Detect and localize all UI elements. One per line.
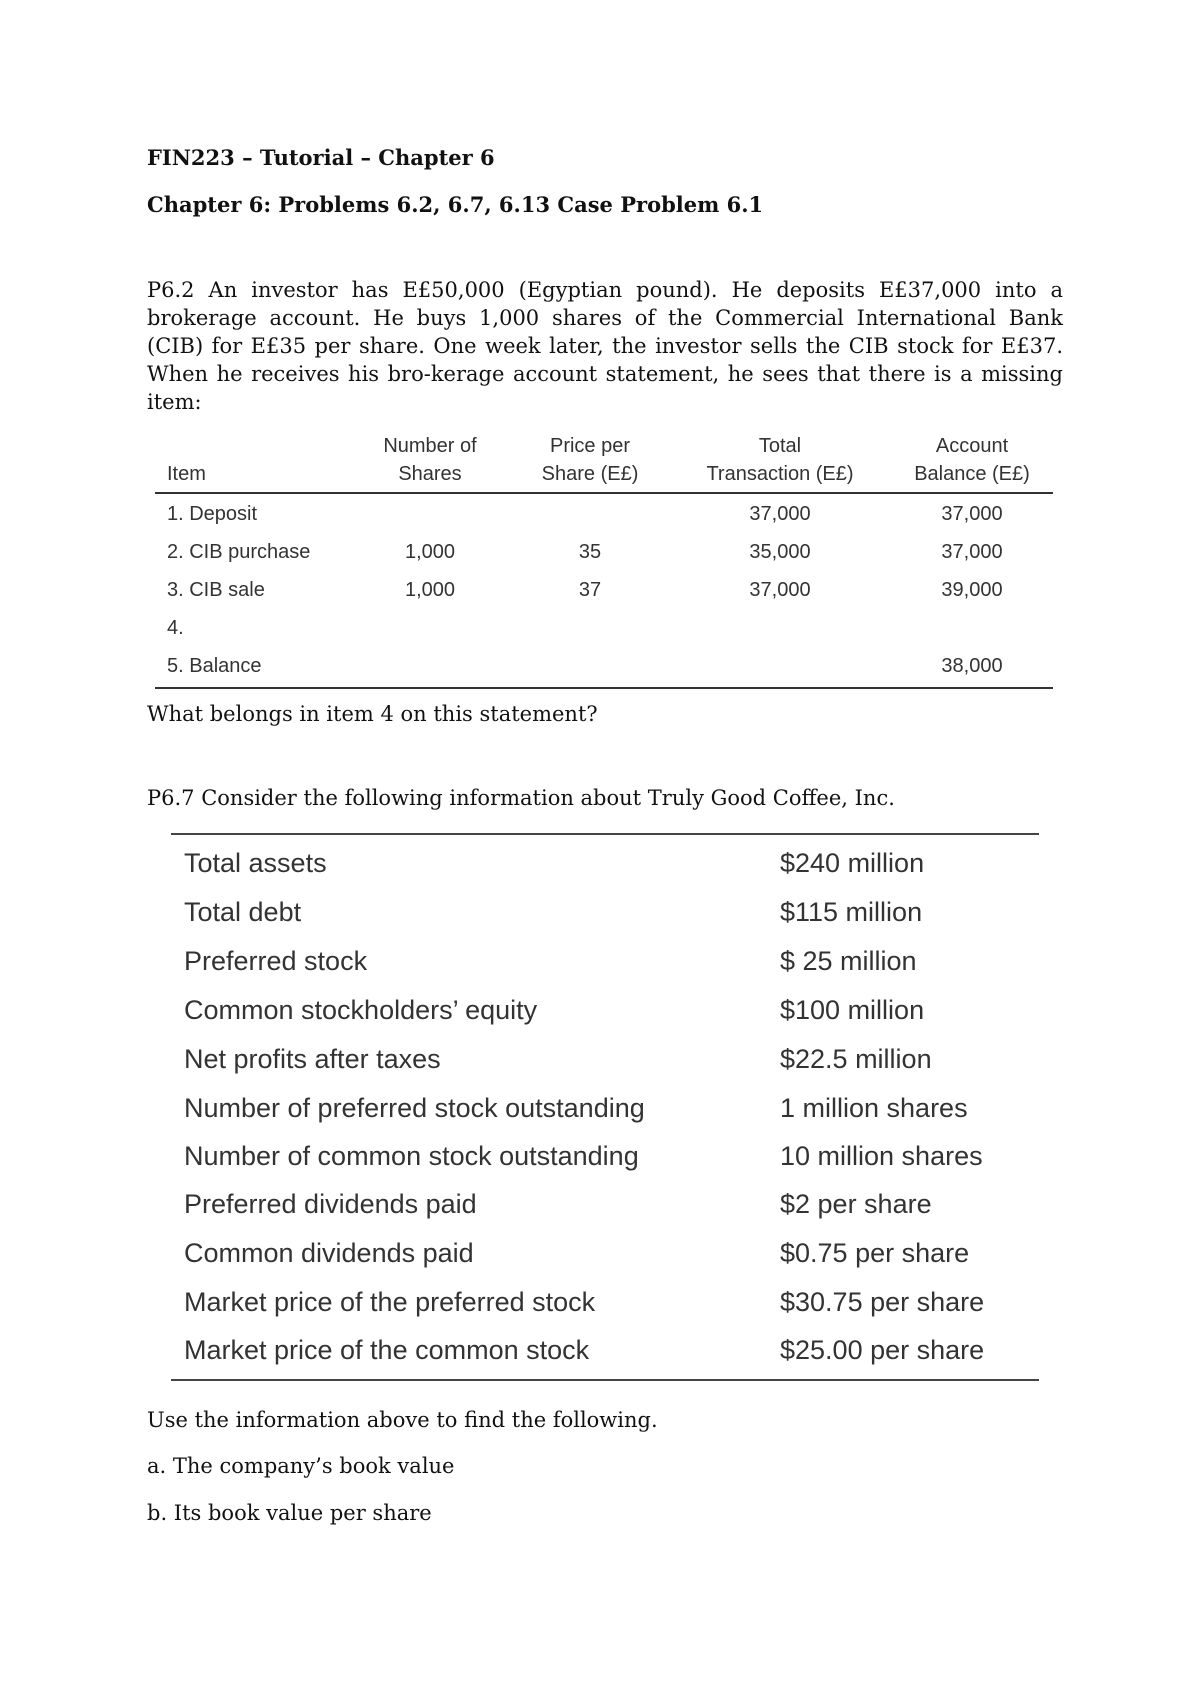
row-label: Total assets xyxy=(184,848,327,878)
table-row xyxy=(155,495,1053,533)
table-row xyxy=(171,986,1039,1035)
row-value: 10 million shares xyxy=(780,1141,983,1171)
row-label: Net profits after taxes xyxy=(184,1044,441,1074)
cell-balance: 37,000 xyxy=(941,541,1003,563)
table-top-rule xyxy=(171,833,1039,835)
page-subtitle: Chapter 6: Problems 6.2, 6.7, 6.13 Case Problem 6.1 xyxy=(147,192,764,217)
row-label: Market price of the preferred stock xyxy=(184,1287,596,1317)
table-row xyxy=(155,647,1053,685)
row-label: Preferred dividends paid xyxy=(184,1189,477,1219)
table-row xyxy=(171,1180,1039,1229)
header-balance-line1: Account xyxy=(935,435,1009,457)
row-value: $115 million xyxy=(780,897,923,927)
cell-item: 1. Deposit xyxy=(167,503,258,525)
row-value: $2 per share xyxy=(780,1189,932,1219)
row-label: Number of preferred stock outstanding xyxy=(184,1093,645,1123)
table-row xyxy=(171,1035,1039,1084)
cell-total: 37,000 xyxy=(749,579,811,601)
row-value: 1 million shares xyxy=(780,1093,968,1123)
table-row xyxy=(171,1132,1039,1181)
table-row xyxy=(171,1326,1039,1375)
row-label: Market price of the common stock xyxy=(184,1335,590,1365)
table-bottom-rule xyxy=(155,687,1053,689)
page-title: FIN223 – Tutorial – Chapter 6 xyxy=(147,145,495,170)
question-b: b. Its book value per share xyxy=(147,1501,432,1525)
table-row xyxy=(155,571,1053,609)
cell-item: 5. Balance xyxy=(167,655,262,677)
header-price-line2: Share (E£) xyxy=(541,463,639,485)
table-header xyxy=(155,428,1053,494)
table-row xyxy=(171,937,1039,986)
cell-shares: 1,000 xyxy=(404,579,456,601)
table-bottom-rule xyxy=(171,1379,1039,1381)
row-value: $240 million xyxy=(780,848,925,878)
cell-item: 3. CIB sale xyxy=(167,579,265,601)
header-total-line2: Transaction (E£) xyxy=(706,463,854,485)
table-row xyxy=(155,533,1053,571)
table-row xyxy=(171,1278,1039,1327)
row-label: Preferred stock xyxy=(184,946,368,976)
header-price-line1: Price per xyxy=(549,435,631,457)
cell-total: 35,000 xyxy=(749,541,811,563)
problem-6-2-text: P6.2 An investor has E£50,000 (Egyptian pound). He deposits E£37,000 into a brokerage account. He buys 1,000 shares of the Commercial International Bank (CIB) for E£35 per share. One week later, the investor sells the CIB stock for E£37. When he receives his bro-kerage account statement, he sees that there is a missing item: xyxy=(147,278,1063,414)
header-shares-line1: Number of xyxy=(383,435,477,457)
cell-balance: 38,000 xyxy=(941,655,1003,677)
cell-balance: 39,000 xyxy=(941,579,1003,601)
cell-price: 35 xyxy=(578,541,602,563)
row-value: $22.5 million xyxy=(780,1044,932,1074)
cell-shares: 1,000 xyxy=(404,541,456,563)
row-value: $25.00 per share xyxy=(780,1335,985,1365)
table-row xyxy=(171,888,1039,937)
cell-item: 2. CIB purchase xyxy=(167,541,311,563)
header-total-line1: Total xyxy=(758,435,802,457)
row-value: $100 million xyxy=(780,995,925,1025)
header-shares-line2: Shares xyxy=(398,463,462,485)
row-label: Common stockholders’ equity xyxy=(184,995,538,1025)
table-row xyxy=(171,1084,1039,1133)
header-item: Item xyxy=(167,463,206,485)
row-value: $30.75 per share xyxy=(780,1287,985,1317)
cell-item: 4. xyxy=(167,617,184,639)
row-label: Number of common stock outstanding xyxy=(184,1141,639,1171)
table-row xyxy=(171,1229,1039,1278)
row-label: Common dividends paid xyxy=(184,1238,474,1268)
table-row xyxy=(155,609,1053,647)
cell-price: 37 xyxy=(578,579,602,601)
problem-6-2-question: What belongs in item 4 on this statement? xyxy=(147,702,598,726)
cell-balance: 37,000 xyxy=(941,503,1003,525)
row-label: Total debt xyxy=(184,897,302,927)
row-value: $ 25 million xyxy=(780,946,917,976)
cell-total: 37,000 xyxy=(749,503,811,525)
table-row xyxy=(171,839,1039,888)
header-balance-line2: Balance (E£) xyxy=(914,463,1030,485)
problem-6-7-intro: P6.7 Consider the following information about Truly Good Coffee, Inc. xyxy=(147,786,895,810)
question-a: a. The company’s book value xyxy=(147,1454,455,1478)
row-value: $0.75 per share xyxy=(780,1238,970,1268)
problem-6-7-instruction: Use the information above to find the following. xyxy=(147,1408,658,1432)
